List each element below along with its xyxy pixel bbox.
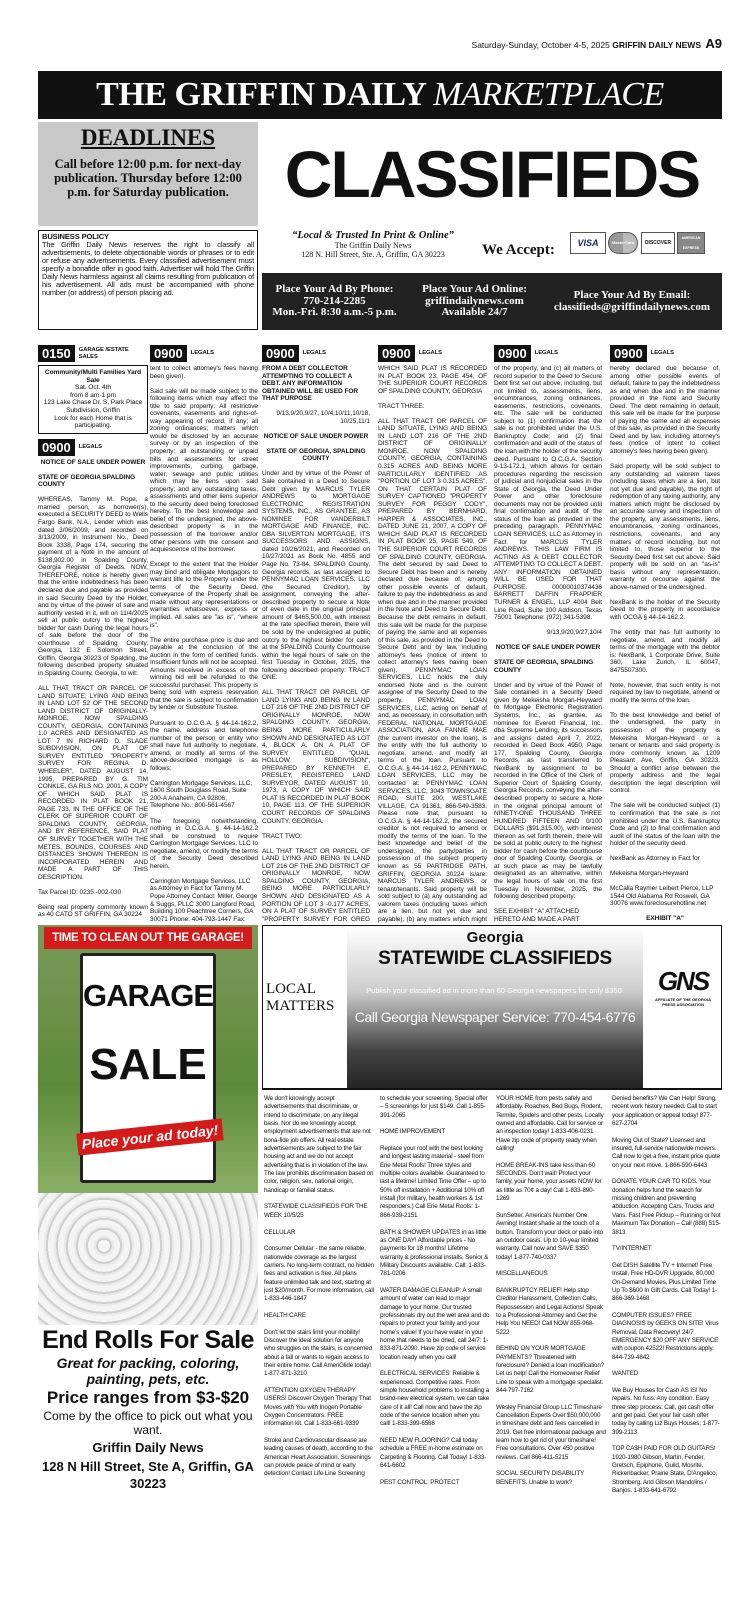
legal-paragraph: of the property, and (c) all matters of record superior to the Deed to Secure Debt first set out above, including, but not limited to, assessments, liens, encumbrances, zoning ordinances, easements, restrictions, covenants, etc. The sale will be conducted subject to (1) confirmation that the sale is not prohibited under the U.S. Bankruptcy Code; and (2) final confirmation and audit of the status of the loan with the holder of the security deed. Pursuant to O.C.G.A. Section 9-13-172.1, which allows for certain procedures regarding the rescission of judicial and nonjudicial sales in the State of Georgia, the Deed Under Power and other foreclosure documents may not be provided until final confirmation and audit of the status of the loan as provided in the preceding paragraph. PENNYMAC LOAN SERVICES, LLC as Attorney in Fact for MARCUS TYLER ANDREWS. THIS LAW FIRM IS ACTING AS A DEBT COLLECTOR ATTEMPTING TO COLLECT A DEBT. ANY INFORMATION OBTAINED WILL BE USED FOR THAT PURPOSE. 00000010374436 BARRETT DAFFIN FRAPPIER TURNER & ENGEL, LLP 4004 Belt Line Road, Suite 100 Addison, Texas 75001 Telephone: (972) 341-5398. [494,365,602,622]
deadlines-title: DEADLINES [80,125,216,150]
classified-ad: Denied benefits? We Can Help! Strong, recent work history needed. Call to start your application or appeal today! 877-627-2704 [612,1095,717,1128]
section-label: LEGALS [302,350,326,357]
notice-heading: NOTICE OF SALE UNDER POWER [40,458,146,466]
end-rolls-subhead: Great for packing, coloring, painting, pets, etc. [56,1355,240,1387]
listing-line: 123 Lake Chase Dr. S, Park Place Subdivision, Griffin [43,399,143,414]
classified-ad: ATTENTION OXYGEN THERAPY USERS! Discover Oxygen Therapy That Moves with You with Inogen Portable Oxygen Concentrators. FREE information kit. Call 1-833-661-9339 [264,1387,371,1428]
online-title: Place Your Ad Online: [422,283,527,296]
end-rolls-address: 128 N Hill Street, Ste A, Griffin, GA 30223 [42,1459,254,1491]
legal-paragraph: STATE OF GEORGIA, SPALDING COUNTY [494,659,594,674]
statewide-state: Georgia [466,929,524,946]
legal-paragraph: To the best knowledge and belief of the undersigned, the party in possession of the property is Mekeisha Morgan-Heyward or a tenant or tenants and said property is more commonly known as 1209 Pleasant Ave, Griffin, GA 30223. Should a conflict arise between the property address and the legal description the legal description will control. [610,711,720,795]
legal-paragraph: SEE EXHIBIT "A" ATTACHED HERETO AND MADE A PART [494,908,580,923]
masthead-title: THE GRIFFIN DAILY [96,76,434,113]
policy-text: The Griffin Daily News reserves the right to classify all advertisements, to delete objectionable words or phrases or to edit or refuse any advertisements. Every classified advertisement must specify a bonafide offer in good faith. Advertiser will hold The Griffin Daily News harmless against all claims resulting from publication of his advertisement. All ads must be accompanied with phone number (or address) of person placing ad. [42,240,254,297]
legal-paragraph: Pursuant to O.C.G.A. § 44-14-162.2, the name, address and telephone number of the person or entity who shall have full authority to negotiate, amend, or modify all terms of the above-described mortgage is as follows: [150,719,258,772]
statewide-header [347,926,643,1090]
legal-paragraph: ALL THAT TRACT OR PARCEL OF LAND SITUATE, LYING AND BEING IN LAND LOT 52 OF THE SECOND LAND DISTRICT OF ORIGINALLY-MONROE, NOW SPALDING COUNTY, GEORGIA, CONTAINING 1.0 ACRES AND DESIGNATED AS LOT 7 IN RICHARD D. SLADE SUBDIVISION, ON PLAT OF SURVEY ENTITLED "PROPERTY SURVEY FOR REGINA D. WHEELER", DATED AUGUST 14, 1995, PREPARED BY G. TIM CONKLE, GA RLS NO. 2001, A COPY OF WHICH SAID PLAT IS RECORDED IN PLAT BOOK 21, PAGE 733, IN THE OFFICE OF THE CLERK OF SUPERIOR COURT OF SPALDING COUNTY, GEORGIA, AND BY REFERENCE, SAID PLAT OF SURVEY TOGETHER WITH THE METES, BOUNDS, COURSES AND DISTANCES SHOWN THEREON IS INCORPORATED HEREIN AND MADE A PART OF THIS DESCRIPTION. [38,685,148,881]
sign-top: GARAGE [83,978,214,1013]
classified-ad: TOP CA$H PAID FOR OLD GUITARS! 1920-1980 Gibson, Martin, Fender, Gretsch, Epiphone, Guild, Mosrite, Rickenbacker, Prairie State, D'Angelico, Stromberg. And Gibson Mandolins / Banjos. 1-833-641-6792 [612,1445,718,1495]
statewide-title: STATEWIDE CLASSIFIEDS [378,948,612,969]
gns-logo-text: GNS [657,966,709,996]
notice-heading: EXHIBIT "A" [646,915,684,923]
statewide-column-2 [380,1095,490,1550]
classified-ad: NEED NEW FLOORING? Call today schedule a FREE in-home estimate on Carpeting & Flooring. Call Today! 1-833-641-6602 [380,1437,487,1470]
legal-paragraph: WHEREAS, Tammy M. Pope, a married person, as borrower(s), executed a SECURITY DEED to Wells Fargo Bank, N.A., Lender which was dated 3/06/2009, and recorded on 3/13/2009, in Instrument No., Deed Book 3338, Page 174, securing the payment of a Note in the amount of $138,902.00 in Spalding County, Georgia Register of Deeds. NOW, THEREFORE, notice is hereby given that the entire indebtedness has been declared due and payable as provided in said Security Deed by the Holder, and by virtue of the power of sale and authority vested in it, will on 11/4/2025 sell at public outcry to the highest bidder for cash During the legal hours of sale before the door of the courthouse of Spalding County, Georgia, 132 E Solomon Street, Griffin, Georgia 30223 of Spalding, the following described property situated in Spalding County, Georgia, to wit: [38,496,148,677]
classified-ad: Moving Out of State? Licensed and insured, full-service nationwide movers. Call now to get a free, instant price quote on your next move. 1-866-590-6443 [612,1136,721,1169]
local-matters-logo: LOCAL MATTERS [266,981,335,1014]
notice-heading: NOTICE OF SALE UNDER POWER [263,432,369,440]
masthead-title-italic: MARKETPLACE [433,76,664,113]
statewide-column-3 [496,1095,606,1550]
phone-number[interactable]: 770-214-2285 [303,294,366,307]
section-header [38,439,148,456]
classified-ad: Consumer Cellular - the same reliable, nationwide coverage as the largest carriers. No long-term contract, no hidden fees and activation is free. All plans feature unlimited talk and text, starting at just $20/month. For more information, call 1-833-446-1847 [264,1245,374,1303]
category-heading: HOME IMPROVEMENT [380,1128,446,1136]
place-by-email [542,290,722,313]
classified-ad: BEHIND ON YOUR MORTGAGE PAYMENTS? Threatened with foreclosure? Denied a loan modification? Let us help! Call the Homeowner Relief Line to speak with a mortgage specialist. 844-797-7162 [496,1345,605,1395]
paper-rolls-photo [38,1193,258,1325]
legal-paragraph: STATE OF GEORGIA SPALDING COUNTY [38,473,136,489]
statewide-banner [262,925,722,1090]
place-ad-bar [262,273,722,330]
section-label: LEGALS [418,350,442,357]
tagline-quote: “Local & Trusted In Print & Online” [292,230,454,241]
classified-ad: COMPUTER ISSUES? FREE DIAGNOSIS by GEEKS ON SITE! Virus Removal, Data Recovery! 24/7 EMERGENCY $20 OFF ANY SERVICE with coupon 42522! Restrictions apply. 844-739-4842 [612,1311,719,1361]
legal-paragraph: 9/13,9/20,9/27,10/4 [546,629,602,637]
legal-paragraph: ALL THAT TRACT OR PARCEL OF LAND SITUATE, LYING AND BEING IN LAND LOT 216 OF THE 2ND DISTRICT OF ORIGINALLY MONROE, NOW SPALDING COUNTY, GEORGIA, CONTAINING 0.315 ACRES AND BEING MORE PARTICULARLY IDENTIFIED AS "PORTION OF LOT 3 0.315 ACRES", ON THAT CERTAIN PLAT OF SURVEY CAPTIONED "PROPERTY SURVEY FOR PEGGY CODY", PREPARED BY BERNHARD, HARPER & ASSOCIATES, INC., DATED JUNE 21, 2007, A COPY OF WHICH SAID PLAT IS RECORDED IN PLAT BOOK 25, PAGE 549, OF THE SUPERIOR COURT RECORDS OF SPALDING COUNTY, GEORGIA. The debt secured by said Deed to Secure Debt has been and is hereby declared due because of, among other possible events of default, failure to pay the indebtedness as and when due and in the manner provided in the Note and Deed to Secure Debt. Because the debt remains in default, this sale will be made for the purpose of paying the same and all expenses of this sale, as provided in the Deed to Secure Debt and by law, including attorney's fees (notice of intent to collect attorney's fees having been given). PENNYMAC LOAN SERVICES, LLC holds the duly endorsed Note and is the current assignee of the Security Deed to the property. PENNYMAC LOAN SERVICES, LLC, acting on behalf of and, as necessary, in consultation with FEDERAL NATIONAL MORTGAGE ASSOCIATION, AKA FANNIE MAE (the current investor on the loan), is the entity with the full authority to negotiate, amend, and modify all terms of the loan. Pursuant to O.C.G.A. § 44-14-162.2, PENNYMAC LOAN SERVICES, LLC may be contacted at: PENNYMAC LOAN SERVICES, LLC, 3043 TOWNSGATE ROAD, SUITE 200, WESTLAKE VILLAGE, CA 91361, 866-549-3583. Please note that, pursuant to O.C.G.A. § 44-14-162.2, the secured creditor is not required to amend or modify the terms of the loan. To the best knowledge and belief of the undersigned, the party/parties in possession of the subject property known as 55 PARTRIDGE PATH, GRIFFIN, GEORGIA 30224 is/are: MARCUS TYLER ANDREWS or tenant/tenants. Said property will be sold subject to (a) any outstanding ad valorem taxes (including taxes which are a lien, but not yet due and payable), (b) any matters which might [378,417,487,923]
classified-ad: HOME BREAK-INS take less than 60 SECONDS. Don't wait! Protect your family, your home, your assets NOW for as little as 70¢ a day! Call 1-833-890-1269 [496,1161,602,1203]
section-code: 0900 [38,439,75,456]
legal-paragraph: TRACT THREE: [378,402,425,410]
statewide-column-4 [612,1095,722,1550]
legal-paragraph: The foregoing notwithstanding, nothing in O.C.G.A. § 44-14-162.2 shall be construed to require Carrington Mortgage Services, LLC to negotiate, amend, or modify the terms of the Security Deed described herein. [150,817,258,870]
section-header [150,345,258,362]
legal-paragraph: The entire purchase price is due and payable at the conclusion of the auction in the form of certified funds. Insufficient funds will not be accepted. Amounts received in excess of the winning bid will be refunded to the successful purchaser. This property is being sold with express reservation that the sale is subject to confirmation by lender or Substitute Trustee. [150,636,258,712]
category-heading: MISCELLANEOUS [496,1270,548,1278]
tagline-name: The Griffin Daily News [334,241,412,250]
page-number: A9 [705,36,722,51]
sign-bottom: SALE [89,1040,207,1089]
classified-ad: PEST CONTROL: PROTECT [380,1478,460,1486]
section-header [610,345,720,362]
tagline-address: 128 N. Hill Street, Ste. A, Griffin, GA 30223 [301,250,445,259]
statewide-sub: Publish your classified ad in more than 60 Georgia newspapers for only $350. [366,986,624,995]
classified-ad: Get DISH Satellite TV + Internet! Free Install, Free HD-DVR Upgrade, 80,000 On-Demand Movies, Plus Limited Time Up To $600 In Gift Cards. Call Today! 1-866-369-1468 [612,1261,718,1303]
category-heading: HEALTH CARE [264,1311,306,1319]
email-title: Place Your Ad By Email: [573,289,691,301]
legal-paragraph: FROM A DEBT COLLECTOR ATTEMPTING TO COLLECT A DEBT. ANY INFORMATION OBTAINED WILL BE USED FOR THAT PURPOSE [262,365,359,403]
column-6 [610,345,720,923]
end-rolls-headline: End Rolls For Sale [42,1326,254,1354]
statewide-column-1 [264,1095,374,1550]
garage-sale-sign [80,953,219,1183]
classified-ad: BANKRUPTCY RELIEF! Help stop Creditor Harassment, Collection Calls, Repossession and Legal Actions! Speak to a Professional Attorney and Get the Help You NEED! Call NOW 855-968-5222 [496,1286,603,1336]
section-label: LEGALS [190,350,214,357]
legal-paragraph: Except to the extent that the Holder may bind and obligate Mortgagors to warrant title to the Property under the terms of the Security Deed, conveyance of the Property shall be made without any representations or warranties whatsoever, express or implied. All sales are "as is", "where is". [150,561,258,629]
section-label: GARAGE /ESTATE SALES [78,347,129,360]
end-rolls-note: Come by the office to pick out what you want. [43,1409,253,1437]
notice-heading: STATE OF GEORGIA, SPALDING COUNTY [266,447,366,463]
section-code: 0900 [150,345,187,362]
sign-strip: Place your ad today! [76,1118,223,1155]
phone-hours: Mon.-Fri. 8:30 a.m.-5 p.m. [272,306,397,319]
business-policy [38,230,258,330]
end-rolls-text [38,1325,258,1492]
section-label: LEGALS [534,350,558,357]
legal-paragraph: Mekeisha Morgan-Heyward [610,870,689,878]
phone-title: Place Your Ad By Phone: [275,283,394,296]
classified-ad: BATH & SHOWER UPDATES in as little as ONE DAY! Affordable prices - No payments for 18 months! Lifetime warranty & professional installs. Senior & Military Discounts available. Call: 1-833-781-0206 [380,1228,489,1278]
category-heading: WANTED [612,1370,639,1378]
legal-paragraph: tent to collect attorney's fees having been given). [150,365,258,380]
category-heading: CELLULAR [264,1228,296,1236]
classified-ad: We Buy Houses for Cash AS IS! No repairs. No fuss. Any condition. Easy three step process: Call, get cash offer and get paid. Get your fair cash offer today by calling Liz Buys Houses: 1-877-399-2113 [612,1387,720,1436]
issue-date: Saturday-Sunday, October 4-5, 2025 [471,40,610,50]
mastercard-icon: MasterCard [608,232,638,254]
statewide-call: Call Georgia Newspaper Service: 770-454-6776 [354,1009,636,1025]
column-2 [150,345,258,923]
section-label: LEGALS [78,444,102,450]
classified-ad: YOUR HOME from pests safely and affordably. Roaches, Bed Bugs, Rodent, Termite, Spiders and other pests. Locally owned and affordable. Call for service or an inspection today! 1-833-406-0231 Have zip code of property ready when calling! [496,1095,604,1153]
column-5 [494,345,602,923]
online-hours: Available 24/7 [441,306,508,319]
gns-logo-sub: AFFILIATE OF THE GEORGIA PRESS ASSOCIATION [655,997,711,1007]
garage-sale-ad [38,925,258,1545]
legal-paragraph: Carrington Mortgage Services, LLC as Attorney in Fact for Tammy M. Pope Attorney Contact: Miller, George & Suggs, PLLC 3000 Langford Road, Building 100 Peachtree Corners, GA 30071 Phone: 404-793-1447 Fax: [150,877,258,923]
classified-ad: DONATE YOUR CAR TO KIDS. Your donation helps fund the search for missing children and preventing abduction. Accepting Cars, Trucks and Vans. Fast Free Pickup – Running or Not Maximum Tax Donation – Call (888) 515-3813 [612,1178,721,1236]
we-accept-label: We Accept: [482,242,555,258]
legal-paragraph: TRACT TWO: [262,832,302,840]
section-header [494,345,602,362]
classified-ad: ELECTRICAL SERVICES: Reliable & experienced. Competitive rates. From simple household problems to installing a brand-new electrical system, we can take care of it all! Call now and have the zip code of the service location when you call! 1-833-399-6566 [380,1370,490,1428]
classified-ad: SunSetter. America's Number One Awning! Instant shade at the touch of a button. Transform your deck or patio into an outdoor oasis. Up to 10-year limited warranty. Call now and SAVE $350 today! 1-877-740-0337 [496,1211,603,1261]
category-heading: TV/INTERNET [612,1245,652,1253]
deadlines-box [38,122,258,226]
legal-paragraph: ALL THAT TRACT OR PARCEL OF LAND LYING AND BEING IN LAND LOT 216 OF THE 2ND DISTRICT OF ORIGINALLY MONROE, NOW SPALDING COUNTY, GEORGIA, BEING MORE PARTICULARLY SHOWN AND DESIGNATED AS LOT 4, BLOCK A, ON A PLAT OF SURVEY ENTITLED "QUAIL HOLLOW SUBDIVISION", PREPARED BY KENNETH E. PRESLEY, REGISTERED LAND SURVEYOR, DATED AUGUST 10, 1973, A COPY OF WHICH SAID PLAT IS RECORDED IN PLAT BOOK 10, PAGE 113, OF THE SUPERIOR COURT RECORDS OF SPALDING COUNTY, GEORGIA. [262,689,370,825]
discover-icon: DISCOVER [641,232,675,254]
legal-paragraph: Under and by virtue of the Power of Sale contained in a Deed to Secure Debt given by MARCUS TYLER ANDREWS to MORTGAGE ELECTRONIC REGISTRATION SYSTEMS, INC., AS GRANTEE, AS NOMINEE FOR VANDERBILT MORTGAGE AND FINANCE, INC. DBA SILVERTON MORTGAGE, ITS SUCCESSORS AND ASSIGNS, dated 10/26/2021, and Recorded on 10/27/2021 as Book No. 4855 and Page No. 73-84, SPALDING County, Georgia records, as last assigned to PENNYMAC LOAN SERVICES, LLC (the Secured Creditor), by assignment, conveying the after-described property to secure a Note of even date in the original principal amount of $465,500.00, with interest at the rate specified therein, there will be sold by the undersigned at public outcry to the highest bidder for cash at the SPALDING County Courthouse within the legal hours of sale on the first Tuesday in October, 2025, the following described property: TRACT ONE: [262,470,370,682]
legal-paragraph: Said sale will be made subject to the following items which may affect the title to said property: All restrictive covenants, easements and rights-of-way appearing of record, if any; all zoning ordinances; matters which would be disclosed by an accurate survey or by an inspection of the property; all outstanding or unpaid bills and assessments for street improvements, curbing, garbage, water, sewage and public utilities which may be liens upon said property; and any outstanding taxes, assessments and other liens superior to the security deed being foreclosed hereby. To the best knowledge and belief of the undersigned, the above-described property is in the possession of the borrower and/or other persons with the consent and acquiescence of the borrower. [150,387,258,554]
section-header [38,345,148,362]
legal-paragraph: Said property will be sold subject to any outstanding ad valorem taxes (including taxes which are a lien, but not yet due and payable), the right of redemption of any taxing authority, any matters which might be disclosed by an accurate survey and inspection of the property, any assessments, liens, encumbrances, zoning ordinances, restrictions, covenants, and any matters of record including, but not limited to, those superior to the Security Deed first set out above. Said property will be sold on an "as-is" basis without any representation, warranty or recourse against the above-named or the undersigned. [610,463,720,591]
column-4 [378,345,487,923]
policy-title: BUSINESS POLICY [42,232,109,241]
column-3 [262,345,370,923]
notice-heading: NOTICE OF SALE UNDER POWER [495,644,601,652]
section-code: 0900 [610,345,647,362]
section-code: 0900 [378,345,415,362]
amex-icon: AMERICAN EXPRESS [677,232,705,254]
legal-paragraph: NexBank is the holder of the Security Deed to the property in accordance with OCGA § 44-14-162.2. [610,598,720,621]
section-header [262,345,370,362]
legal-paragraph: ALL THAT TRACT OR PARCEL OF LAND LYING AND BEING IN LAND LOT 216 OF THE 2ND DISTRICT OF ORIGINALLY MONROE, NOW SPALDING COUNTY, GEORGIA, BEING MORE PARTICULARLY SHOWN AND DESIGNATED AS A PORTION OF LOT 3 -0.177 ACRES, ON A PLAT OF SURVEY ENTITLED "PROPERTY SURVEY FOR GREG [262,847,370,923]
classified-ad: We don't knowingly accept advertisements that discriminate, or intend to discriminate, on any illegal basis. Nor do we knowingly accept employment advertisements that are not bona-fide job offers. All real estate advertisements are subject to the fair housing act and we do not accept advertising that is in violation of the law. The law prohibits discrimination based on color, religion, sex, national origin, handicap or familial status. [264,1095,374,1194]
legal-paragraph: Note, however, that such entity is not required by law to negotiate, amend or modify the terms of the loan. [610,681,720,704]
classified-ad: Don't let the stairs limit your mobility! Discover the ideal solution for anyone who struggles on the stairs, is concerned about a fall or wants to regain access to their entire home. Call AmeriGlide today! 1-877-871-3210 [264,1328,372,1378]
garage-banner: TIME TO CLEAN OUT THE GARAGE! [44,927,252,949]
website-link[interactable]: griffindailynews.com [425,294,524,307]
email-link[interactable]: classifieds@griffindailynews.com [554,300,710,313]
section-code: 0900 [262,345,299,362]
legal-paragraph: McCalla Raymer Leibert Pierce, LLP 1544 Old Alabama Rd Roswell, GA 30076 www.foreclosurehotline.net [610,885,714,908]
legal-paragraph: Under and by virtue of the Power of Sale contained in a Security Deed given by Mekeisha Morgan-Heyward to Mortgage Electronic Registration Systems, Inc., as grantee, as nominee for Everett Financial, Inc. dba Supreme Lending, its successors and assigns dated April 7, 2022, recorded in Deed Book 4950, Page 177, Spalding County, Georgia Records, as last transferred to NexBank by assignment to be recorded in the Office of the Clerk of Superior Court of Spalding County, Georgia Records, conveying the after-described property to secure a Note in the original principal amount of NINETY-ONE THOUSAND THREE HUNDRED FIFTEEN AND 0/100 DOLLARS ($91,315.00), with interest thereon as set forth therein, there will be sold at public outcry to the highest bidder for cash before the courthouse door of Spalding County, Georgia, or at such place as may be lawfully designated as an alternative, within the legal hours of sale on the first Tuesday in November, 2025, the following described property: [494,681,602,901]
place-online [407,284,542,319]
classified-ad: Wesley Financial Group LLC Timeshare Cancellation Experts Over $50,000,000 in timeshare debt and fees cancelled in 2019. Get free informational package and learn how to get rid of your timeshare! Free consultations. Over 450 positive reviews. Call 866-411-5215 [496,1403,606,1461]
legal-paragraph: The entity that has full authority to negotiate, amend, and modify all terms of the mortgage with the debtor is: NexBank, 1 Corporate Drive, Suite 360, Lake Zurich, IL 60047, 8475507300. [610,629,720,674]
dateline [360,36,722,51]
classified-ad: Stroke and Cardiovascular disease are leading causes of death, according to the American Heart Association. Screenings can provide peace of mind or early detection! Contact Life Line Screening [264,1437,373,1478]
legal-paragraph: Being real property commonly known as 40 CATO ST GRIFFIN, GA 30224 [38,903,148,919]
column-1 [38,345,148,923]
legal-paragraph: 9/13,9/20,9/27, 10/4,10/11,10/18, 10/25,11/1 [276,410,370,425]
classified-ad: to schedule your screening. Special offer – 5 screenings for just $149. Call 1-855-391-2065 [380,1095,488,1119]
section-label: LEGALS [650,350,674,357]
end-rolls-price: Price ranges from $3-$20 [46,1388,250,1407]
legal-paragraph: WHICH SAID PLAT IS RECORDED IN PLAT BOOK 23, PAGE 454, OF THE SUPERIOR COURT RECORDS OF SPALDING COUNTY, GEORGIA [378,365,487,395]
end-rolls-name: Griffin Daily News [92,1440,204,1455]
category-heading: STATEWIDE CLASSIFIEDS FOR THE WEEK 10/5/25 [264,1203,368,1219]
listing-line: Sat. Oct. 4th [75,384,111,392]
visa-icon: VISA [570,232,606,254]
gns-logo [648,966,718,1007]
masthead [38,71,722,119]
classified-ad: WATER DAMAGE CLEANUP: A small amount of water can lead to major damage to your home. Our trusted professionals dry out the wet area and do repairs to protect your family and your home's value! If you have water in your home that needs to be dried, call 24/7: 1-833-871-2090. Have zip code of service location ready when you call! [380,1286,490,1361]
section-code: 0150 [38,345,75,362]
legal-paragraph: The sale will be conducted subject (1) to confirmation that the sale is not prohibited under the U.S. Bankruptcy Code and (2) to final confirmation and audit of the status of the loan with the holder of the security deed. [610,802,720,848]
legal-paragraph: Carrington Mortgage Services, LLC, 1600 South Douglass Road, Suite 200-A Anaheim, CA 92806, Telephone No.: 800-561-4567 [150,779,252,810]
deadlines-text: Call before 12:00 p.m. for next-day publication. Thursday before 12:00 p.m. for Saturday publication. [54,157,242,199]
paper-name: GRIFFIN DAILY NEWS [612,40,701,50]
legal-paragraph: Tax Parcel ID: 0235 -002-030 [38,888,122,896]
legal-paragraph: NexBank as Attorney in Fact for [610,855,700,863]
place-by-phone [262,284,407,319]
section-code: 0900 [494,345,531,362]
classified-ad: Replace your roof with the best looking and longest lasting material - steel from Erie Metal Roofs! Three styles and multiple colors available. Guaranteed to last a lifetime! Limited Time Offer – up to 50% off installation + Additional 10% off install (for military, health workers & 1st responders.) Call Erie Metal Roofs: 1-866-939-2151 [380,1145,487,1219]
yard-sale-listing [38,365,148,434]
listing-line: Look for each Home that is participating. [54,414,132,430]
listing-line: from 8 am-1 pm [70,391,116,399]
legal-paragraph: hereby declared due because of, among other possible events of default, failure to pay the indebtedness as and when due and in the manner provided in the Note and Security Deed. The debt remaining in default, this sale will be made for the purpose of paying the same and all expenses of this sale, as provided in the Security Deed and by law, including attorney's fees (notice of intent to collect attorney's fees having been given). [610,365,720,456]
section-header [378,345,487,362]
classifieds-heading: CLASSIFIEDS [284,137,700,211]
classified-ad: SOCIAL SECURITY DISABILITY BENEFITS. Unable to work? [496,1470,585,1486]
listing-title: Community/Multi Families Yard Sale [44,369,142,384]
tagline [268,230,478,259]
